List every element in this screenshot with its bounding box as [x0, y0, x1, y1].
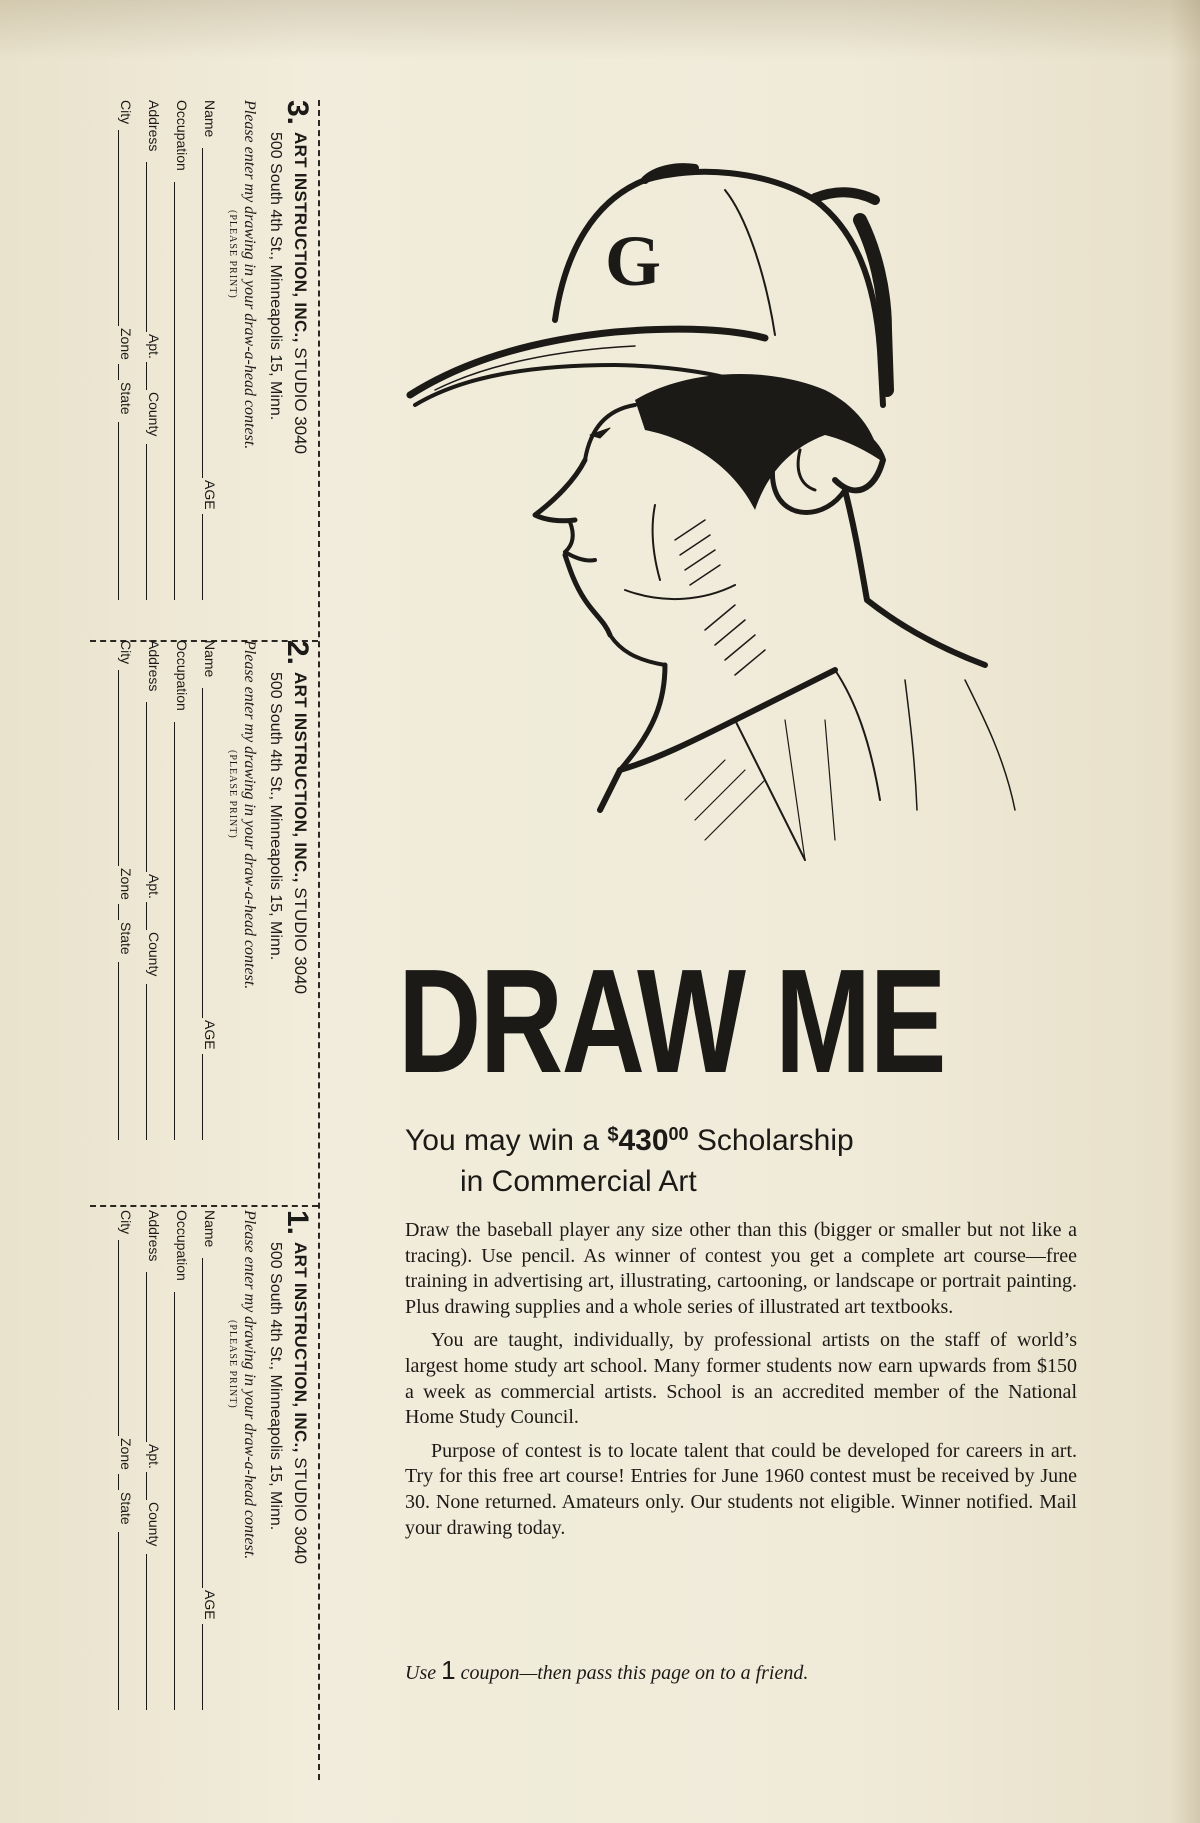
county-label: County	[146, 1502, 162, 1547]
city-field[interactable]	[116, 1210, 136, 1710]
name-label: Name	[202, 100, 218, 138]
coupon-number: 2.	[281, 640, 314, 666]
body-paragraph-1: Draw the baseball player any size other than this (bigger or smaller but not like a tracing). Use pencil. As winner of contest you get a complete art course—free training in advertising art, illustrating, cartooning, or landscape or portrait painting. Plus drawing supplies and a whole series of illustrated art textbooks.	[405, 1219, 1077, 1318]
headline: DRAW ME	[398, 939, 946, 1104]
page-edge-shadow	[0, 0, 1200, 60]
name-field[interactable]	[200, 1210, 220, 1710]
dollar-sign: $	[607, 1124, 619, 1146]
company-name: ART INSTRUCTION, INC.,	[291, 132, 310, 343]
coupon-cut-line-2	[90, 1205, 318, 1207]
studio-number: STUDIO 3040	[291, 887, 310, 995]
subheadline-line2: in Commercial Art	[460, 1165, 697, 1198]
apt-label: Apt.	[146, 334, 162, 359]
age-label: AGE	[202, 1590, 218, 1620]
company-address: 500 South 4th St., Minneapolis 15, Minn.	[267, 672, 284, 961]
name-field[interactable]	[200, 100, 220, 600]
county-label: County	[146, 932, 162, 977]
address-field[interactable]	[144, 100, 164, 600]
name-label: Name	[202, 640, 218, 678]
company-address: 500 South 4th St., Minneapolis 15, Minn.	[267, 1242, 284, 1531]
city-label: City	[118, 640, 134, 665]
company-name: ART INSTRUCTION, INC.,	[291, 672, 310, 883]
occupation-label: Occupation	[174, 640, 190, 711]
cap-logo-icon	[605, 221, 661, 301]
baseball-player-drawing	[405, 160, 1045, 920]
coupon-instruction: Please enter my drawing in your draw-a-head contest.	[241, 100, 258, 450]
spine-shadow	[1170, 0, 1200, 1823]
subheadline	[405, 1124, 854, 1158]
scholarship-amount	[607, 1124, 688, 1157]
name-label: Name	[202, 1210, 218, 1248]
coupon-company	[290, 672, 310, 1142]
footer-pre: Use	[405, 1662, 437, 1684]
body-copy	[405, 1218, 1077, 1549]
zone-label: Zone	[118, 328, 134, 360]
footer-one: 1	[441, 1655, 456, 1685]
coupon-number: 3.	[281, 100, 314, 126]
cap-letter: G	[605, 221, 662, 301]
county-label: County	[146, 392, 162, 437]
cents: 00	[668, 1124, 689, 1144]
subheadline-prefix: You may win a	[405, 1124, 600, 1157]
coupon-2[interactable]	[70, 640, 320, 1140]
company-address: 500 South 4th St., Minneapolis 15, Minn.	[267, 132, 284, 421]
footer-line	[405, 1655, 808, 1686]
amount: 430	[618, 1124, 669, 1157]
coupon-3[interactable]	[70, 100, 320, 600]
city-field[interactable]	[116, 640, 136, 1140]
zone-label: Zone	[118, 1438, 134, 1470]
occupation-field[interactable]	[172, 640, 192, 1140]
zone-label: Zone	[118, 868, 134, 900]
studio-number: STUDIO 3040	[291, 1457, 310, 1565]
state-label: State	[118, 1492, 134, 1525]
age-label: AGE	[202, 480, 218, 510]
coupon-number: 1.	[281, 1210, 314, 1236]
please-print-note: (PLEASE PRINT)	[227, 1320, 238, 1409]
city-field[interactable]	[116, 100, 136, 600]
occupation-label: Occupation	[174, 100, 190, 171]
name-field[interactable]	[200, 640, 220, 1140]
coupon-company	[290, 1242, 310, 1712]
subheadline-suffix: Scholarship	[696, 1124, 854, 1157]
body-paragraph-2: You are taught, individually, by professional artists on the staff of world’s largest home study art school. Many former students now earn upwards from $150 a week as commercial artists. School is an accredited member of the National Home Study Council.	[405, 1329, 1077, 1429]
occupation-field[interactable]	[172, 100, 192, 600]
coupon-instruction: Please enter my drawing in your draw-a-head contest.	[241, 640, 258, 990]
coupon-1[interactable]	[70, 1210, 320, 1710]
address-field[interactable]	[144, 1210, 164, 1710]
company-name: ART INSTRUCTION, INC.,	[291, 1242, 310, 1453]
please-print-note: (PLEASE PRINT)	[227, 750, 238, 839]
studio-number: STUDIO 3040	[291, 347, 310, 455]
city-label: City	[118, 100, 134, 125]
occupation-label: Occupation	[174, 1210, 190, 1281]
address-label: Address	[146, 1210, 162, 1262]
apt-label: Apt.	[146, 874, 162, 899]
state-label: State	[118, 922, 134, 955]
body-paragraph-3: Purpose of contest is to locate talent that could be developed for careers in art. Try for this free art course! Entries for June 1960 contest must be received by June 30. None returned. Amateurs only. Our students not eligible. Winner notified. Mail your drawing today.	[405, 1439, 1077, 1539]
age-label: AGE	[202, 1020, 218, 1050]
address-label: Address	[146, 100, 162, 152]
coupon-company	[290, 132, 310, 602]
city-label: City	[118, 1210, 134, 1235]
address-field[interactable]	[144, 640, 164, 1140]
address-label: Address	[146, 640, 162, 692]
coupon-instruction: Please enter my drawing in your draw-a-head contest.	[241, 1210, 258, 1560]
state-label: State	[118, 382, 134, 415]
footer-post: coupon—then pass this page on to a friend.	[460, 1662, 809, 1684]
apt-label: Apt.	[146, 1444, 162, 1469]
please-print-note: (PLEASE PRINT)	[227, 210, 238, 299]
occupation-field[interactable]	[172, 1210, 192, 1710]
